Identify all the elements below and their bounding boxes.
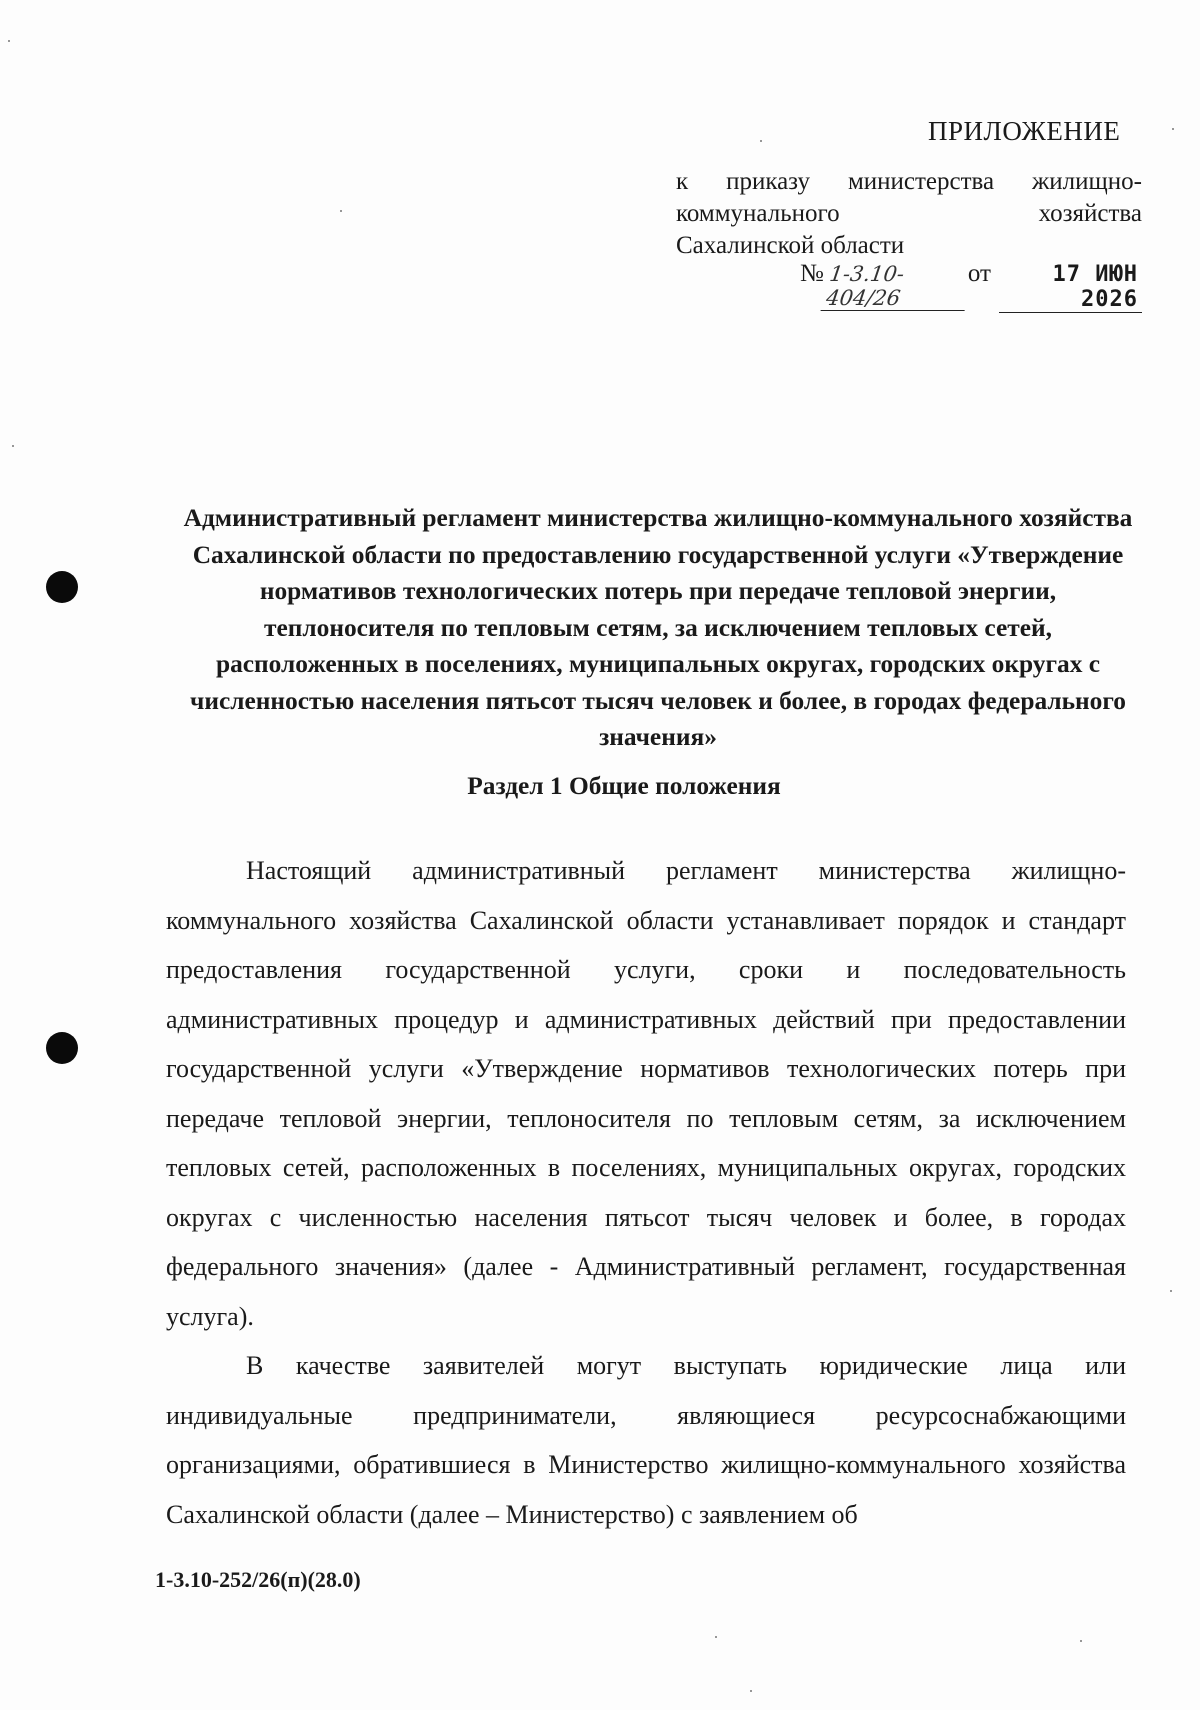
paragraph-1: Настоящий административный регламент министерства жилищно-коммунального хозяйства Сахалинской области устанавливает порядок и стандарт предоставления государственной услуги, сроки и последовательность административных процедур и административных действий при предоставлении государственной услуги «Утверждение нормативов технологических потерь при передаче тепловой энергии, теплоносителя по тепловым сетям, за исключением тепловых сетей, расположенных в поселениях, муниципальных округах, городских округах с численностью населения пятьсот тысяч человек и более, в городах федерального значения» (далее - Административный регламент, государственная услуга). (166, 856, 1126, 1331)
order-date-stamp: 17 ИЮН 2026 (999, 262, 1142, 313)
appendix-line-2: коммунального хозяйства (676, 200, 1142, 227)
document-title: Административный регламент министерства жилищно-коммунального хозяйства Сахалинской области по предоставлению государственной услуги «Утверждение нормативов технологических потерь при передаче тепловой энергии, теплоносителя по тепловым сетям, за исключением тепловых сетей, расположенных в поселениях, муниципальных округах, городских округах с численностью населения пятьсот тысяч человек и более, в городах федерального значения» (183, 504, 1133, 751)
scan-speck (715, 1636, 717, 1638)
scan-speck (8, 40, 10, 42)
paragraph-2: В качестве заявителей могут выступать юридические лица или индивидуальные предприниматели, являющиеся ресурсоснабжающими организациями, обратившиеся в Министерство жилищно-коммунального хозяйства Сахалинской области (далее – Министерство) с заявлением об (166, 1351, 1126, 1529)
scan-speck (750, 1690, 752, 1692)
appendix-title: ПРИЛОЖЕНИЕ (928, 116, 1121, 146)
appendix-line-3: Сахалинской области (676, 232, 905, 259)
punch-hole-bottom (46, 1032, 78, 1064)
appendix-reference (676, 166, 1142, 262)
section-title: Раздел 1 Общие положения (467, 772, 781, 800)
order-reference (800, 260, 1142, 313)
order-number-prefix: № (800, 260, 824, 287)
punch-hole-top (46, 571, 78, 603)
order-date-prefix: от (967, 260, 991, 287)
scan-speck (340, 210, 342, 212)
appendix-line-1: к приказу министерства жилищно- (676, 168, 1142, 195)
scan-speck (12, 445, 14, 447)
footer-document-code: 1-3.10-252/26(п)(28.0) (155, 1567, 361, 1592)
scan-speck (1170, 1290, 1172, 1292)
order-number-handwritten: 1-3.10-404/26 (820, 262, 971, 311)
scan-speck (1172, 128, 1174, 130)
document-body (166, 846, 1126, 1539)
scan-speck (1080, 1640, 1082, 1642)
scan-speck (760, 140, 762, 142)
